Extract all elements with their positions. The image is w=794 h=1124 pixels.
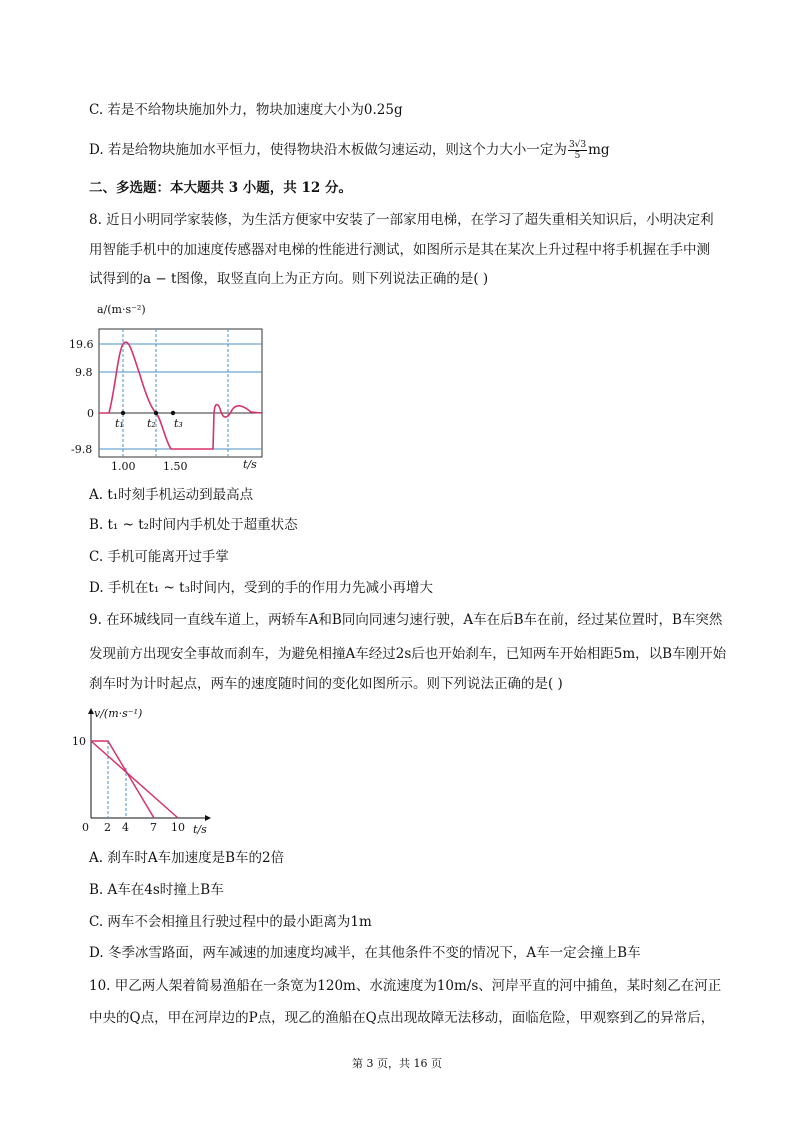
vt-y-axis-label: v/(m·s⁻¹) (94, 707, 143, 720)
q9-option-a: A. 刹车时A车加速度是B车的2倍 (89, 850, 285, 866)
q10-line-2: 中央的Q点，甲在河岸边的P点，现乙的渔船在Q点出现故障无法移动，面临危险，甲观察到乙的异常后， (89, 1010, 715, 1026)
fraction (568, 140, 587, 161)
at-ytick-19.6: 19.6 (69, 338, 94, 351)
at-label-t2: t₂ (147, 417, 156, 430)
at-xtick-1.00: 1.00 (111, 460, 136, 473)
vt-line-a (91, 741, 154, 818)
q9-option-b: B. A车在4s时撞上B车 (89, 882, 224, 898)
vt-x-axis-label: t/s (193, 823, 207, 836)
q8-line-2: 用智能手机中的加速度传感器对电梯的性能进行测试，如图所示是其在某次上升过程中将手机握在手中测 (89, 242, 710, 258)
section-heading: 二、多选题：本大题共 3 小题，共 12 分。 (89, 180, 352, 196)
q8-option-c: C. 手机可能离开过手掌 (89, 549, 229, 565)
at-y-axis-label: a/(m·s⁻²) (97, 303, 146, 316)
q8-option-b: B. t₁ ~ t₂时间内手机处于超重状态 (89, 517, 298, 533)
at-xtick-1.50: 1.50 (163, 460, 188, 473)
option-d-text: D. 若是给物块施加水平恒力，使得物块沿木板做匀速运动，则这个力大小一定为 (89, 142, 567, 158)
vt-dashes (108, 741, 126, 818)
at-x-axis-label: t/s (243, 458, 257, 471)
q9-option-c: C. 两车不会相撞且行驶过程中的最小距离为1m (89, 914, 372, 930)
vt-xtick-4: 4 (122, 821, 129, 834)
page-footer: 第 3 页，共 16 页 (352, 1057, 442, 1070)
at-ytick-0: 0 (87, 407, 94, 420)
q9-line-3: 刹车时为计时起点，两车的速度随时间的变化如图所示。则下列说法正确的是( ) (89, 676, 563, 692)
q10-line-1: 10. 甲乙两人架着简易渔船在一条宽为120m、水流速度为10m/s、河岸平直的河中捕鱼，某时刻乙在河正 (89, 978, 722, 994)
at-ytick-9.8: 9.8 (75, 366, 93, 379)
q9-option-d: D. 冬季冰雪路面，两车减速的加速度均减半，在其他条件不变的情况下，A车一定会撞上B车 (89, 945, 641, 961)
q9-line-2: 发现前方出现安全事故而刹车，为避免相撞A车经过2s后也开始刹车，已知两车开始相距5m，以B车刚开始 (89, 646, 727, 662)
vt-xtick-0: 0 (82, 821, 89, 834)
vt-xtick-10: 10 (171, 821, 185, 834)
graph-a-t (69, 300, 275, 480)
at-label-t1: t₁ (115, 417, 124, 430)
fraction-numerator: 3√3 (568, 140, 587, 150)
at-point-t3 (171, 411, 175, 415)
graph-v-t (70, 705, 220, 835)
at-label-t3: t₃ (174, 417, 183, 430)
at-point-t1 (121, 411, 125, 415)
option-d-line (89, 140, 610, 161)
q8-line-1: 8. 近日小明同学家装修，为生活方便家中安装了一部家用电梯，在学习了超失重相关知识后，小明决定利 (89, 212, 714, 228)
vt-ytick-10: 10 (72, 735, 86, 748)
vt-xtick-7: 7 (150, 821, 157, 834)
q9-line-1: 9. 在环城线同一直线车道上，两轿车A和B同向同速匀速行驶，A车在后B车在前，经过某位置时，B车突然 (89, 612, 723, 628)
option-c-line: C. 若是不给物块施加外力，物块加速度大小为0.25g (89, 102, 403, 118)
at-grid (99, 329, 262, 457)
q8-option-d: D. 手机在t₁ ~ t₃时间内，受到的手的作用力先减小再增大 (89, 580, 433, 596)
q8-option-a: A. t₁时刻手机运动到最高点 (89, 487, 254, 503)
vt-line-b (91, 741, 178, 818)
q8-line-3: 试得到的a − t图像，取竖直向上为正方向。则下列说法正确的是( ) (89, 271, 489, 287)
fraction-suffix: mg (588, 142, 610, 158)
fraction-denominator: 5 (574, 151, 581, 161)
at-ytick-neg9.8: -9.8 (71, 443, 93, 456)
at-point-t2 (154, 411, 158, 415)
vt-xtick-2: 2 (104, 821, 111, 834)
